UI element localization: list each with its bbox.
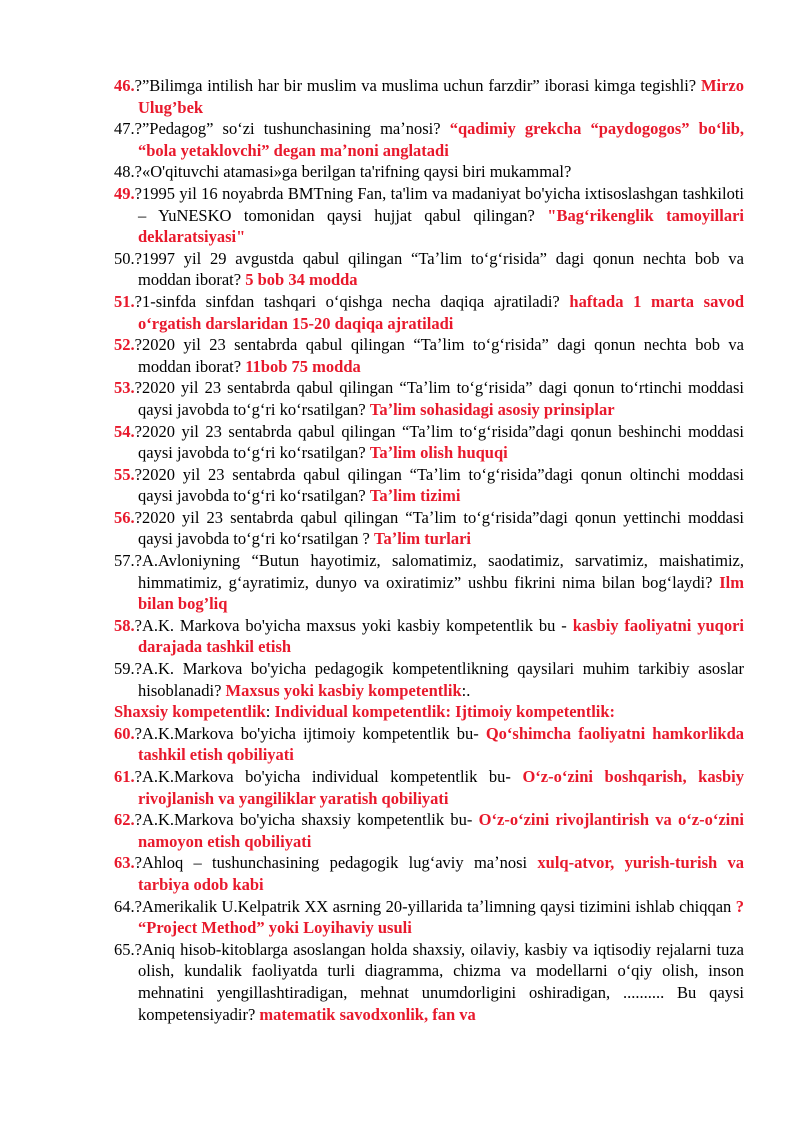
question-text: ?2020 yil 23 sentabrda qabul qilingan “Taʼlim toʻgʻrisida”dagi qonun yettinchi moddasi qaysi javobda toʻgʻri koʻrsatilgan ? [134,507,744,549]
question-text: ?«O'qituvchi atamasi»ga berilgan ta'rifning qaysi biri mukammal? [134,162,572,182]
question-number: 56. [114,507,135,527]
question-text: ?Amerikalik U.Kelpatrik XX asrning 20-yillarida taʼlimning qaysi tizimini ishlab chiqqan [134,896,736,916]
answer-text: Mirzo Ulug’bek [138,76,744,117]
question-item-58 [114,615,744,658]
question-item-57 [114,550,744,615]
question-item-61 [114,766,744,809]
answer-text: “qadimiy grekcha “paydogogos” boʻlib, “bola yetaklovchi” degan maʼnoni anglatadi [138,119,744,160]
question-number: 59. [114,659,135,679]
question-text: ?2020 yil 23 sentabrda qabul qilingan “Taʼlim toʻgʻrisida”dagi qonun beshinchi moddasi qaysi javobda toʻgʻri koʻrsatilgan? [134,421,744,463]
question-item-55 [114,464,744,507]
question-text: ?Ahloq – tushunchasining pedagogik lugʻaviy maʼnosi [134,853,538,873]
question-item-65 [114,939,744,1025]
answer-text: Qoʻshimcha faoliyatni hamkorlikda tashkil etish qobiliyati [138,723,744,765]
question-text: ?A.K.Markova bo'yicha ijtimoiy kompetentlik bu- [134,723,486,743]
question-text: ?A.K.Markova bo'yicha shaxsiy kompetentlik bu- [134,810,479,830]
answer-tail: :. [461,680,471,700]
question-text: ?A.K. Markova bo'yicha pedagogik kompetentlikning qaysilari muhim tarkibiy asoslar hisoblanadi? [134,659,744,700]
question-number: 52. [114,335,135,355]
question-item-59 [114,658,744,701]
answer-text: Maxsus yoki kasbiy kompetentlik [225,680,462,700]
answer-text: haftada 1 marta savod oʻrgatish darslaridan 15-20 daqiqa ajratiladi [138,291,744,333]
question-text: ?2020 yil 23 sentabrda qabul qilingan “Taʼlim toʻgʻrisida”dagi qonun oltinchi moddasi qaysi javobda toʻgʻri koʻrsatilgan? [134,464,744,506]
answer-text: Taʼlim tizimi [369,486,461,506]
question-item-63 [114,852,744,895]
question-item-52 [114,334,744,377]
question-number: 63. [114,853,135,873]
question-number: 60. [114,723,135,743]
answer-text: Taʼlim sohasidagi asosiy prinsiplar [369,399,615,419]
question-text: ?Aniq hisob-kitoblarga asoslangan holda shaxsiy, oilaviy, kasbiy va iqtisodiy rejalarni tuza olish, kundalik faoliyatda turli diagramma, chizma va modellarni oʻqiy olish, inson mehnatini yengillashtiradigan, mehnat unumdorligini oshiradigan, .......... Bu qaysi kompetensiyadir? [134,939,744,1024]
answer-text: 5 bob 34 modda [245,270,358,290]
question-number: 49. [114,183,135,203]
question-item-49 [114,183,744,248]
answer-text: xulq-atvor, yurish-turish va tarbiya odob kabi [138,853,744,894]
answer-text: ? “Project Method” yoki Loyihaviy usuli [138,896,744,938]
question-number: 46. [114,76,135,95]
question-number: 64. [114,896,135,916]
question-item-54 [114,421,744,464]
question-number: 50. [114,248,135,268]
answer-text: 11bob 75 modda [245,356,361,376]
question-text: ?2020 yil 23 sentabrda qabul qilingan “Taʼlim toʻgʻrisida” dagi qonun toʻrtinchi moddasi qaysi javobda toʻgʻri koʻrsatilgan? [134,378,744,419]
question-item-47 [114,118,744,161]
question-text: ?”Pedagog” soʻzi tushunchasining maʼnosi? [134,119,450,139]
answer-text: Ilm bilan bog’liq [138,572,744,614]
question-item-48 [114,161,744,183]
question-item-56 [114,507,744,550]
question-number: 54. [114,421,135,441]
question-number: 51. [114,291,135,311]
question-number: 53. [114,378,135,398]
question-number: 55. [114,464,135,484]
answer-text: Oʻz-oʻzini rivojlantirish va oʻz-oʻzini namoyon etish qobiliyati [138,810,744,851]
question-number: 57. [114,551,135,571]
competence-type-shaxsiy: Shaxsiy kompetentlik [114,702,266,722]
answer-text: Taʼlim olish huquqi [369,443,508,463]
document-page [114,75,744,1025]
answer-text: "Bagʻrikenglik tamoyillari deklaratsiyasi" [138,205,744,247]
question-item-50 [114,248,744,291]
question-text: ?A.K.Markova bo'yicha individual kompetentlik bu- [134,767,523,786]
answer-text: Oʻz-oʻzini boshqarish, kasbiy rivojlanish va yangiliklar yaratish qobiliyati [138,767,744,808]
answer-text: kasbiy faoliyatni yuqori darajada tashkil etish [138,615,744,657]
question-item-60 [114,723,744,766]
question-text: ?”Bilimga intilish har bir muslim va muslima uchun farzdir” iborasi kimga tegishli? [134,76,701,95]
answer-text: matematik savodxonlik, fan va [259,1004,476,1024]
question-text: ?1997 yil 29 avgustda qabul qilingan “Taʼlim toʻgʻrisida” dagi qonun nechta bob va moddan iborat? [134,248,744,290]
question-item-53 [114,377,744,420]
question-item-62 [114,809,744,852]
question-text: ?1-sinfda sinfdan tashqari oʻqishga necha daqiqa ajratiladi? [134,291,570,311]
question-item-46 [114,75,744,118]
question-text: ?A.K. Markova bo'yicha maxsus yoki kasbiy kompetentlik bu - [134,615,573,635]
question-number: 58. [114,615,135,635]
question-item-64 [114,896,744,939]
question-number: 62. [114,810,135,830]
question-number: 61. [114,767,135,786]
question-text: ?1995 yil 16 noyabrda BMTning Fan, ta'lim va madaniyat bo'yicha ixtisoslashgan tashkiloti – YuNESKO tomonidan qaysi hujjat qabul qilingan? [134,183,744,225]
question-number: 47. [114,119,135,139]
question-text: ?2020 yil 23 sentabrda qabul qilingan “Taʼlim toʻgʻrisida” dagi qonun nechta bob va moddan iborat? [134,335,744,376]
competence-types-line [114,701,744,723]
competence-type-others: Individual kompetentlik: Ijtimoiy kompetentlik: [274,702,616,722]
question-item-51 [114,291,744,334]
answer-text: Taʼlim turlari [373,529,471,549]
question-number: 48. [114,162,135,182]
question-number: 65. [114,939,135,959]
question-text: ?A.Avloniyning “Butun hayotimiz, salomatimiz, saodatimiz, sarvatimiz, maishatimiz, himmatimiz, gʻayratimiz, dunyo va oxiratimiz” ushbu fikrini nima bilan bogʻlaydi? [134,551,744,592]
separator: : [265,702,275,722]
